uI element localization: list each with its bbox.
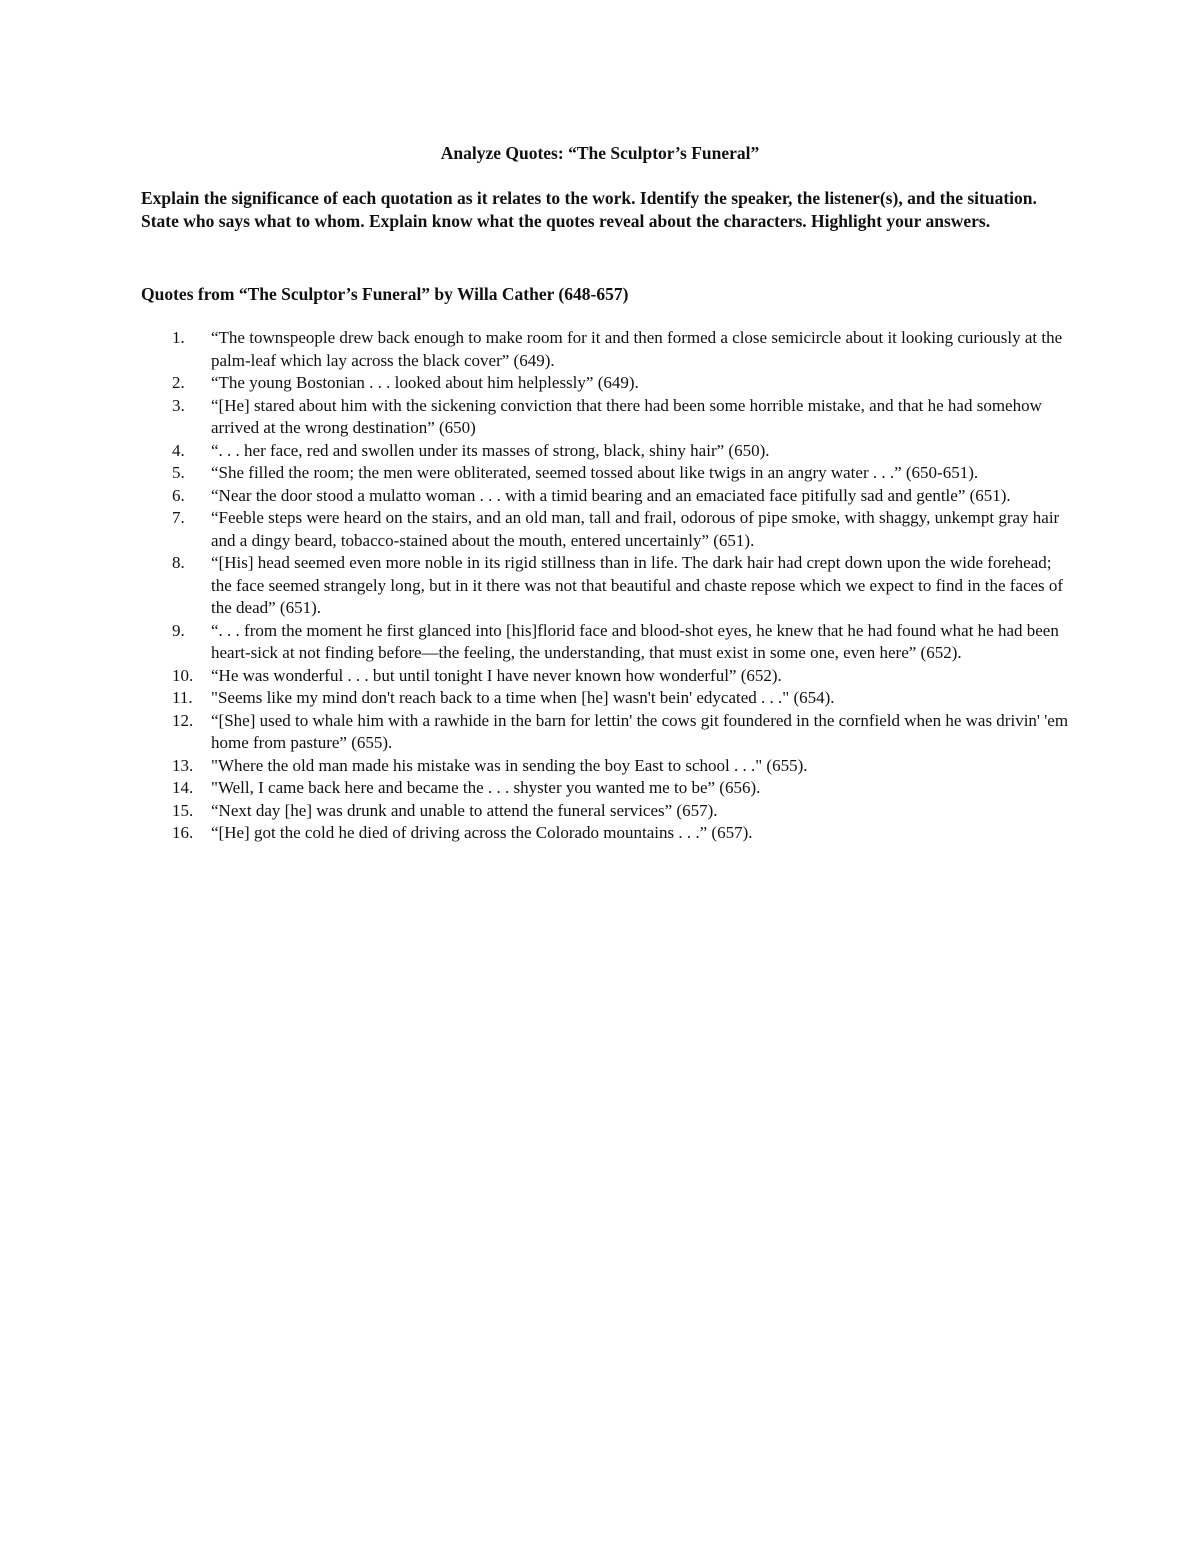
quote-item-6	[172, 485, 1072, 508]
quote-text: “The young Bostonian . . . looked about him helplessly” (649).	[211, 373, 639, 392]
quote-number: 12.	[172, 710, 194, 730]
quote-number: 14.	[172, 778, 194, 797]
quote-item-9	[172, 620, 1072, 665]
quote-item-12	[172, 710, 1072, 755]
quote-item-7	[172, 507, 1072, 552]
quote-item-3	[172, 395, 1072, 440]
section-heading: Quotes from “The Sculptor’s Funeral” by Willa Cather (648-657)	[141, 284, 629, 304]
quote-list	[172, 327, 1072, 845]
quote-text: "Seems like my mind don't reach back to a time when [he] wasn't bein' edycated . . ." (654).	[211, 688, 835, 707]
quote-number: 1.	[172, 328, 185, 347]
quote-text: “[He] got the cold he died of driving across the Colorado mountains . . .” (657).	[211, 823, 753, 842]
quote-text: “Next day [he] was drunk and unable to attend the funeral services” (657).	[211, 800, 718, 820]
quote-number: 8.	[172, 553, 185, 572]
quote-item-10	[172, 665, 1072, 688]
quote-text: "Well, I came back here and became the . . . shyster you wanted me to be” (656).	[211, 778, 761, 797]
quote-number: 10.	[172, 665, 194, 685]
quote-text: “. . . from the moment he first glanced into [his]florid face and blood-shot eyes, he knew that he had found what he had been heart-sick at not finding before—the feeling, the understanding, that must exist in some one, even here” (652).	[211, 620, 1059, 662]
quote-number: 16.	[172, 823, 194, 842]
quote-item-14	[172, 777, 1072, 800]
quote-item-11	[172, 687, 1072, 710]
quote-number: 15.	[172, 800, 194, 820]
quote-text: "Where the old man made his mistake was in sending the boy East to school . . ." (655).	[211, 755, 808, 775]
quote-text: “She filled the room; the men were obliterated, seemed tossed about like twigs in an angry water . . .” (650-651).	[211, 463, 979, 482]
quote-text: “Feeble steps were heard on the stairs, and an old man, tall and frail, odorous of pipe smoke, with shaggy, unkempt gray hair and a dingy beard, tobacco-stained about the mouth, entered uncertainly” (651).	[211, 508, 1060, 550]
quote-number: 2.	[172, 373, 185, 392]
quote-text: “The townspeople drew back enough to make room for it and then formed a close semicircle about it looking curiously at the palm-leaf which lay across the black cover” (649).	[211, 328, 1063, 370]
quote-number: 4.	[172, 440, 185, 460]
page-title: Analyze Quotes: “The Sculptor’s Funeral”	[440, 143, 760, 163]
quote-item-8	[172, 552, 1072, 620]
quote-item-16	[172, 822, 1072, 845]
quote-text: “[She] used to whale him with a rawhide in the barn for lettin' the cows git foundered in the cornfield when he was drivin' 'em home from pasture” (655).	[211, 710, 1069, 752]
instructions-paragraph: Explain the significance of each quotation as it relates to the work. Identify the speaker, the listener(s), and the situation. State who says what to whom. Explain know what the quotes reveal about the characters. Highlight your answers.	[141, 188, 1037, 231]
quote-item-1	[172, 327, 1072, 372]
quote-text: “Near the door stood a mulatto woman . . . with a timid bearing and an emaciated face pitifully sad and gentle” (651).	[211, 485, 1011, 505]
quote-number: 13.	[172, 755, 194, 775]
quote-item-13	[172, 755, 1072, 778]
quote-item-4	[172, 440, 1072, 463]
quote-text: “[His] head seemed even more noble in its rigid stillness than in life. The dark hair had crept down upon the wide forehead; the face seemed strangely long, but in it there was not that beautiful and chaste repose which we expect to find in the faces of the dead” (651).	[211, 553, 1064, 617]
quote-text: “He was wonderful . . . but until tonight I have never known how wonderful” (652).	[211, 665, 782, 685]
quote-number: 7.	[172, 508, 185, 527]
quote-item-2	[172, 372, 1072, 395]
quote-number: 6.	[172, 485, 185, 505]
quote-item-15	[172, 800, 1072, 823]
quote-text: “[He] stared about him with the sickening conviction that there had been some horrible mistake, and that he had somehow arrived at the wrong destination” (650)	[211, 395, 1042, 437]
quote-number: 9.	[172, 620, 185, 640]
quote-number: 5.	[172, 463, 185, 482]
quote-number: 3.	[172, 395, 185, 415]
quote-item-5	[172, 462, 1072, 485]
quote-number: 11.	[172, 688, 193, 707]
quote-text: “. . . her face, red and swollen under its masses of strong, black, shiny hair” (650).	[211, 440, 770, 460]
